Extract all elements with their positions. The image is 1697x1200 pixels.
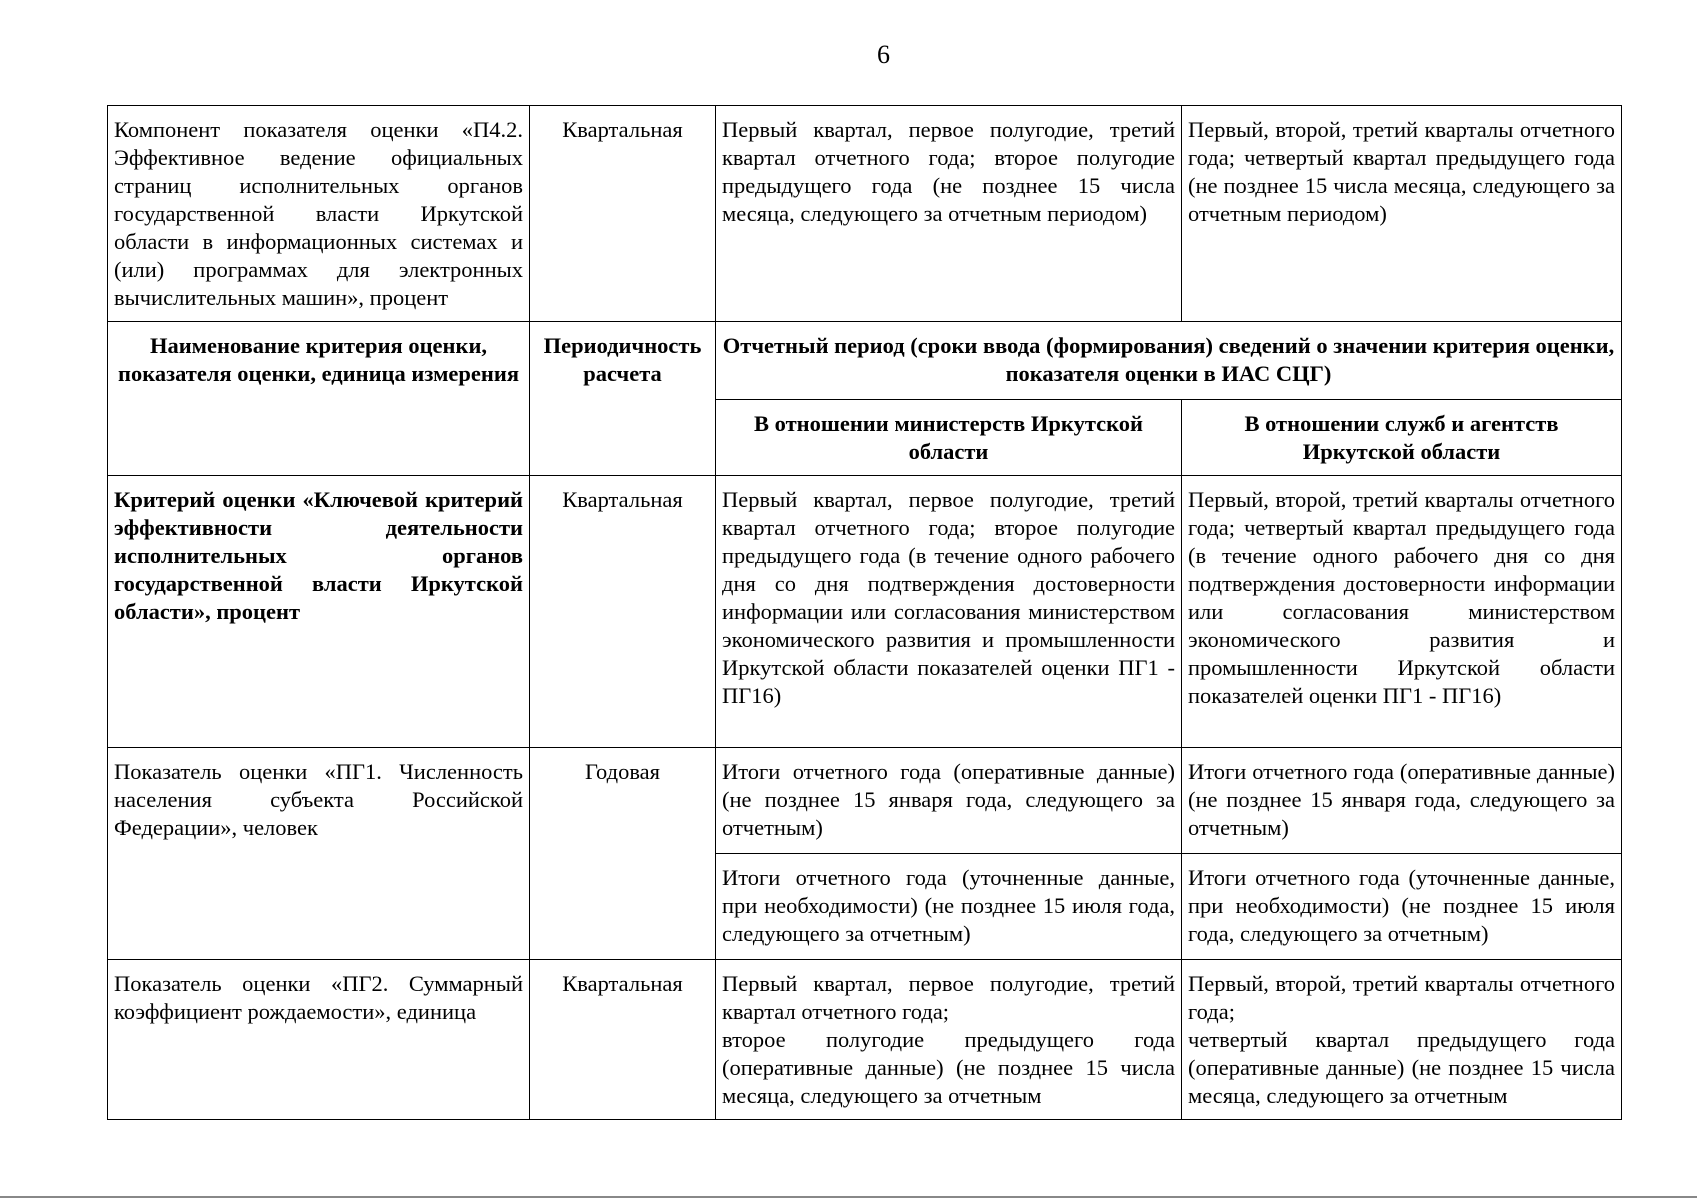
criterion-name-cell: Показатель оценки «ПГ2. Суммарный коэффициент рождаемости», единица [108,960,530,1120]
criteria-table [107,105,1622,1120]
criterion-name-cell: Показатель оценки «ПГ1. Численность населения субъекта Российской Федерации», человек [108,748,530,960]
period-line: Первый квартал, первое полугодие, третий квартал отчетного года; [722,971,1175,1024]
criterion-name-cell: Компонент показателя оценки «П4.2. Эффективное ведение официальных страниц исполнительных органов государственной власти Иркутской области в информационных системах и (или) программах для электронных вычислительных машин», процент [108,106,530,322]
period-line: второе полугодие предыдущего года (оперативные данные) (не позднее 15 числа месяца, следующего за отчетным [722,1027,1175,1108]
ministries-period-cell [716,960,1182,1120]
page-bottom-rule [0,1196,1697,1198]
table-header-row [108,322,1622,400]
period-line: Первый, второй, третий кварталы отчетного года; [1188,971,1615,1024]
periodicity-cell: Квартальная [530,960,716,1120]
agencies-period-cell: Первый, второй, третий кварталы отчетного года; четвертый квартал предыдущего года (в течение одного рабочего дня со дня подтверждения достоверности информации или согласования министерством экономического развития и промышленности Иркутской области показателей оценки ПГ1 - ПГ16) [1182,476,1622,748]
agencies-period-cell: Итоги отчетного года (оперативные данные) (не позднее 15 января года, следующего за отчетным) [1182,748,1622,854]
header-period: Отчетный период (сроки ввода (формирования) сведений о значении критерия оценки, показателя оценки в ИАС СЦГ) [716,322,1622,400]
table-row [108,960,1622,1120]
header-agencies: В отношении служб и агентств Иркутской области [1182,400,1622,476]
ministries-period-cell: Итоги отчетного года (уточненные данные, при необходимости) (не позднее 15 июля года, следующего за отчетным) [716,854,1182,960]
table-row [108,106,1622,322]
periodicity-cell: Квартальная [530,106,716,322]
agencies-period-cell [1182,960,1622,1120]
header-ministries: В отношении министерств Иркутской области [716,400,1182,476]
table-row [108,748,1622,854]
table-row [108,476,1622,748]
criterion-name-cell: Критерий оценки «Ключевой критерий эффективности деятельности исполнительных органов государственной власти Иркутской области», процент [108,476,530,748]
header-name: Наименование критерия оценки, показателя оценки, единица измерения [108,322,530,476]
periodicity-cell: Квартальная [530,476,716,748]
page-number: 6 [877,40,890,69]
ministries-period-cell: Первый квартал, первое полугодие, третий квартал отчетного года; второе полугодие предыдущего года (не позднее 15 числа месяца, следующего за отчетным периодом) [716,106,1182,322]
period-line: четвертый квартал предыдущего года (оперативные данные) (не позднее 15 числа месяца, следующего за отчетным [1188,1027,1615,1108]
header-periodicity: Периодичность расчета [530,322,716,476]
agencies-period-cell: Первый, второй, третий кварталы отчетного года; четвертый квартал предыдущего года (не позднее 15 числа месяца, следующего за отчетным периодом) [1182,106,1622,322]
agencies-period-cell: Итоги отчетного года (уточненные данные, при необходимости) (не позднее 15 июля года, следующего за отчетным) [1182,854,1622,960]
ministries-period-cell: Первый квартал, первое полугодие, третий квартал отчетного года; второе полугодие предыдущего года (в течение одного рабочего дня со дня подтверждения достоверности информации или согласования министерством экономического развития и промышленности Иркутской области показателей оценки ПГ1 - ПГ16) [716,476,1182,748]
periodicity-cell: Годовая [530,748,716,960]
ministries-period-cell: Итоги отчетного года (оперативные данные) (не позднее 15 января года, следующего за отчетным) [716,748,1182,854]
